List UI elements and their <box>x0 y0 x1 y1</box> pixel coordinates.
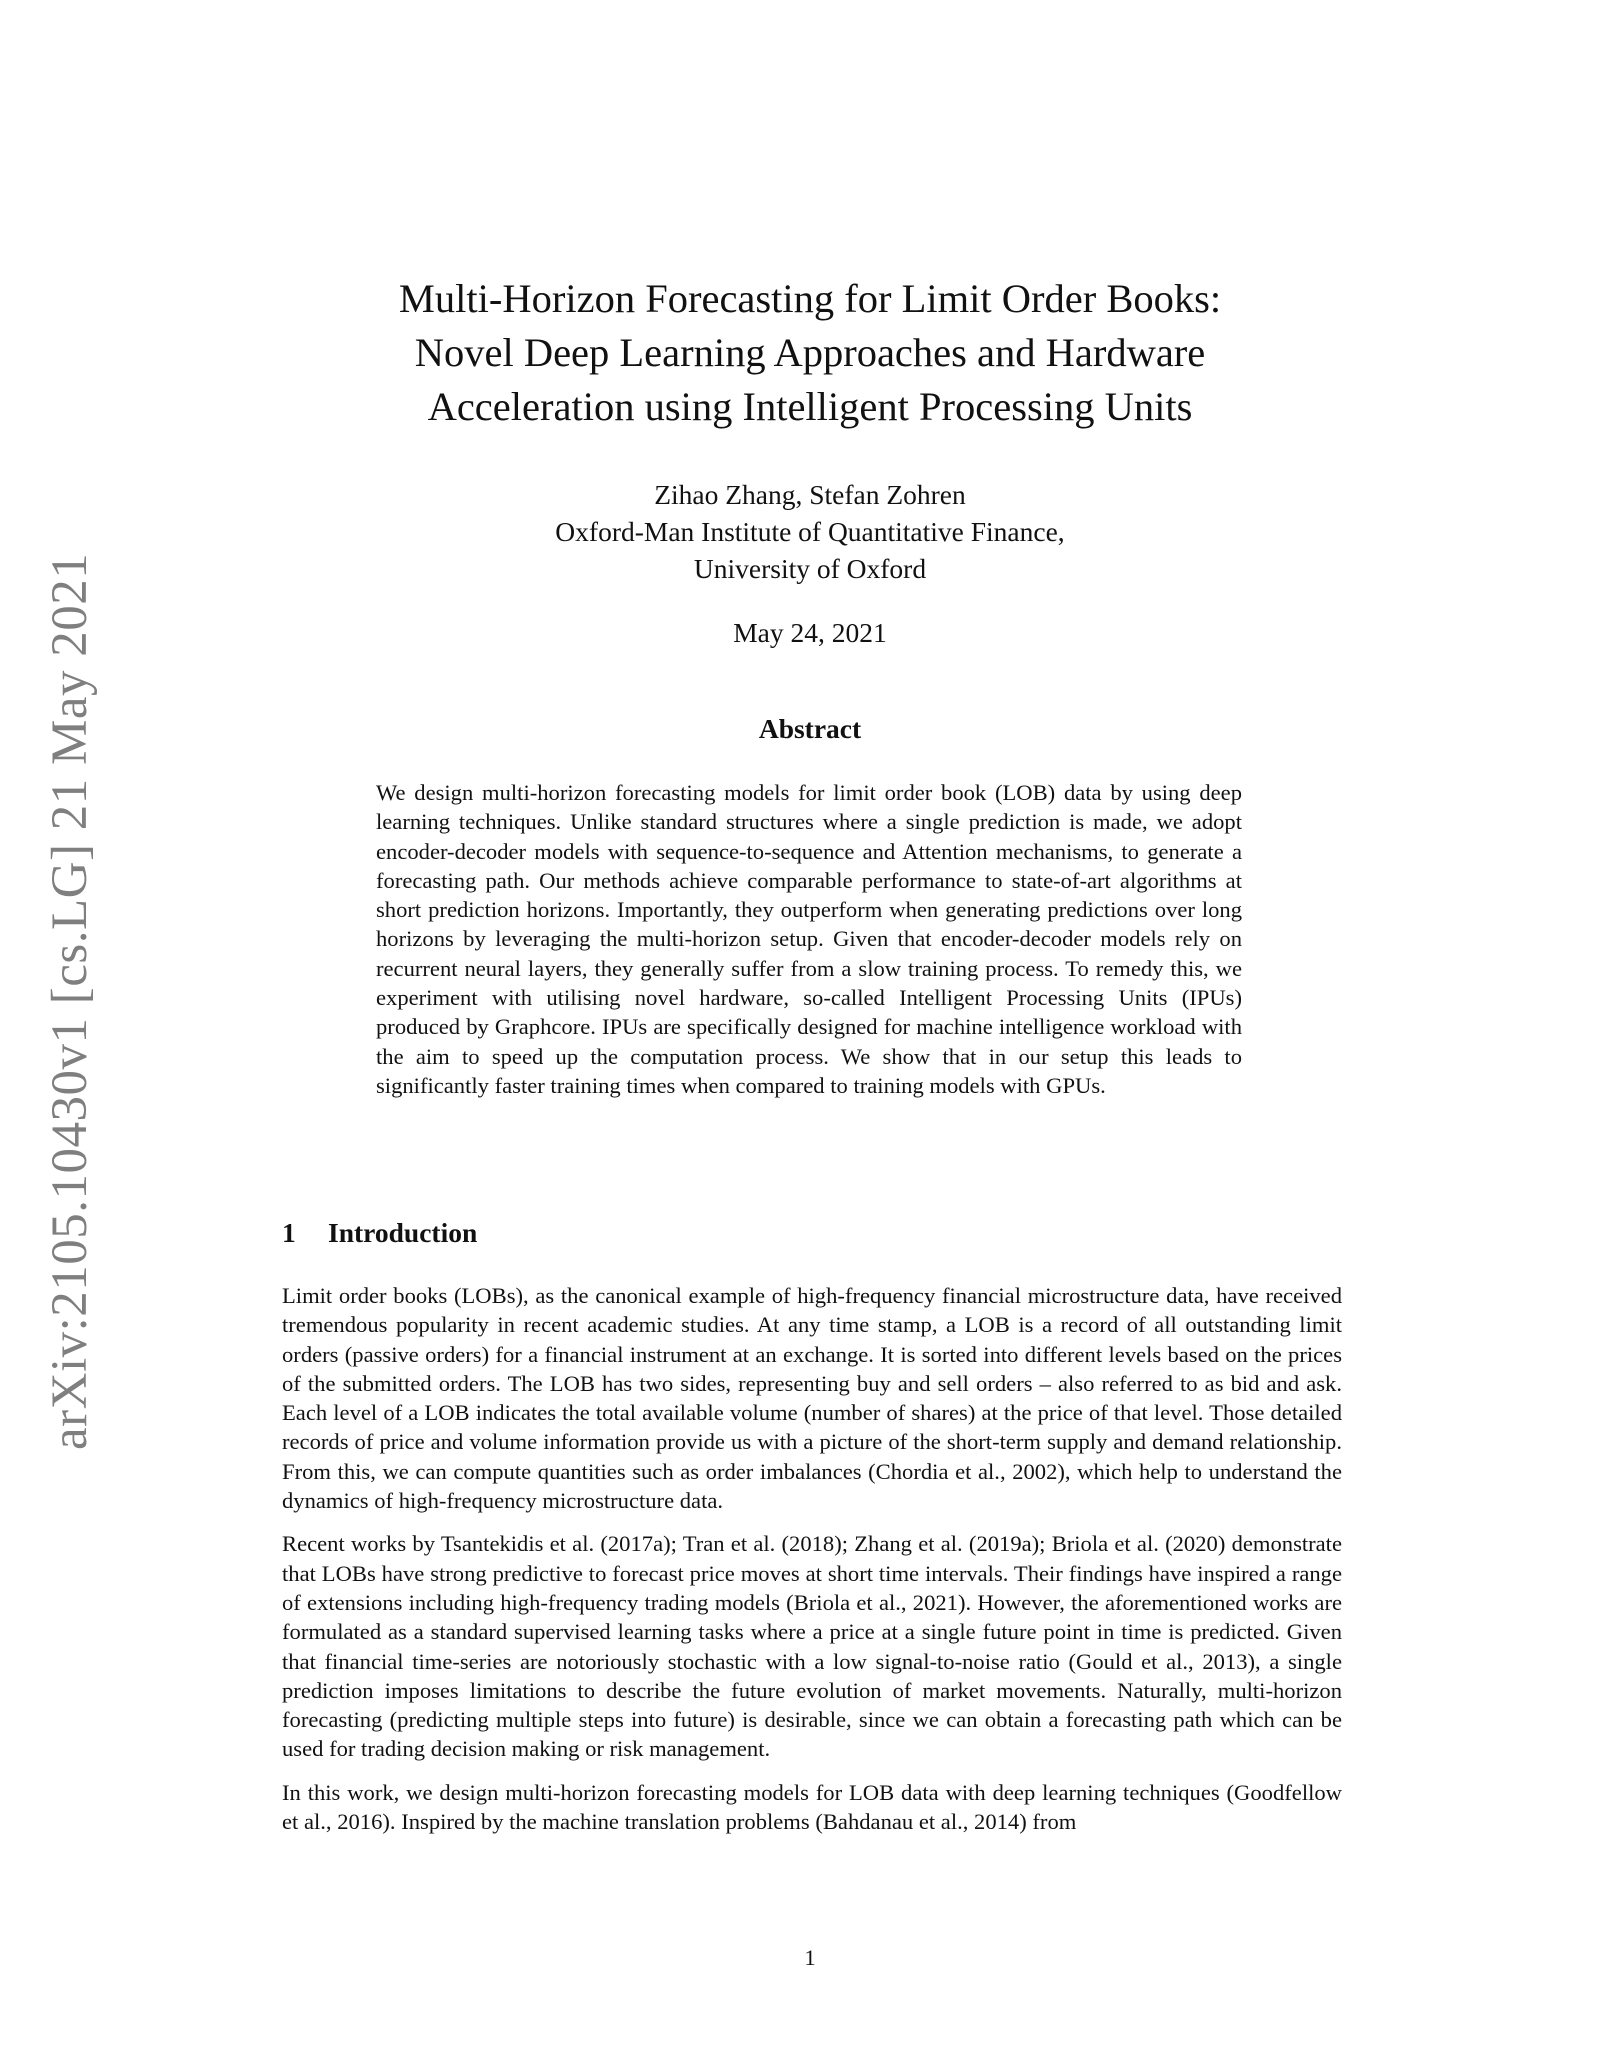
arxiv-identifier-stamp: arXiv:2105.10430v1 [cs.LG] 21 May 2021 <box>42 552 98 1450</box>
page-number: 1 <box>804 1945 816 1970</box>
author-names: Zihao Zhang, Stefan Zohren <box>654 479 966 510</box>
section-title: Introduction <box>328 1217 478 1248</box>
title-line-1: Multi-Horizon Forecasting for Limit Order Books: <box>398 276 1222 321</box>
author-block <box>300 476 1320 587</box>
abstract-text: We design multi-horizon forecasting models for limit order book (LOB) data by using deep learning techniques. Unlike standard structures where a single prediction is made, we adopt encoder-decoder models with sequence-to-sequence and Attention mechanisms, to generate a forecasting path. Our methods achieve comparable performance to state-of-art algorithms at short prediction horizons. Importantly, they outperform when generating predictions over long horizons by leveraging the multi-horizon setup. Given that encoder-decoder models rely on recurrent neural layers, they generally suffer from a slow training process. To remedy this, we experiment with utilising novel hardware, so-called Intelligent Processing Units (IPUs) produced by Graphcore. IPUs are specifically designed for machine intelligence workload with the aim to speed up the computation process. We show that in our setup this leads to significantly faster training times when compared to training models with GPUs. <box>376 780 1242 1098</box>
paper-title <box>300 272 1320 434</box>
abstract-heading: Abstract <box>758 713 862 744</box>
introduction-body <box>282 1281 1342 1850</box>
paragraph: Recent works by Tsantekidis et al. (2017a); Tran et al. (2018); Zhang et al. (2019a); Briola et al. (2020) demonstrate that LOBs have strong predictive to forecast price moves at short time intervals. Their findings have inspired a range of extensions including high-frequency trading models (Briola et al., 2021). However, the aforementioned works are formulated as a standard supervised learning tasks where a price at a single future point in time is predicted. Given that financial time-series are notoriously stochastic with a low signal-to-noise ratio (Gould et al., 2013), a single prediction imposes limitations to describe the future evolution of market movements. Naturally, multi-horizon forecasting (predicting multiple steps into future) is desirable, since we can obtain a forecasting path which can be used for trading decision making or risk management. <box>282 1531 1342 1762</box>
affiliation-line-2: University of Oxford <box>693 553 927 584</box>
title-line-3: Acceleration using Intelligent Processing Units <box>427 384 1193 429</box>
affiliation-line-1: Oxford-Man Institute of Quantitative Finance, <box>555 516 1065 547</box>
paragraph: In this work, we design multi-horizon forecasting models for LOB data with deep learning techniques (Goodfellow et al., 2016). Inspired by the machine translation problems (Bahdanau et al., 2014) from <box>282 1779 1342 1835</box>
paragraph: Limit order books (LOBs), as the canonical example of high-frequency financial microstructure data, have received tremendous popularity in recent academic studies. At any time stamp, a LOB is a record of all outstanding limit orders (passive orders) for a financial instrument at an exchange. It is sorted into different levels based on the prices of the submitted orders. The LOB has two sides, representing buy and sell orders – also referred to as bid and ask. Each level of a LOB indicates the total available volume (number of shares) at the price of that level. Those detailed records of price and volume information provide us with a picture of the short-term supply and demand relationship. From this, we can compute quantities such as order imbalances (Chordia et al., 2002), which help to understand the dynamics of high-frequency microstructure data. <box>282 1283 1342 1514</box>
section-heading-introduction <box>282 1214 1342 1251</box>
title-line-2: Novel Deep Learning Approaches and Hardware <box>414 330 1206 375</box>
publication-date: May 24, 2021 <box>733 617 887 648</box>
section-number: 1 <box>282 1217 296 1248</box>
